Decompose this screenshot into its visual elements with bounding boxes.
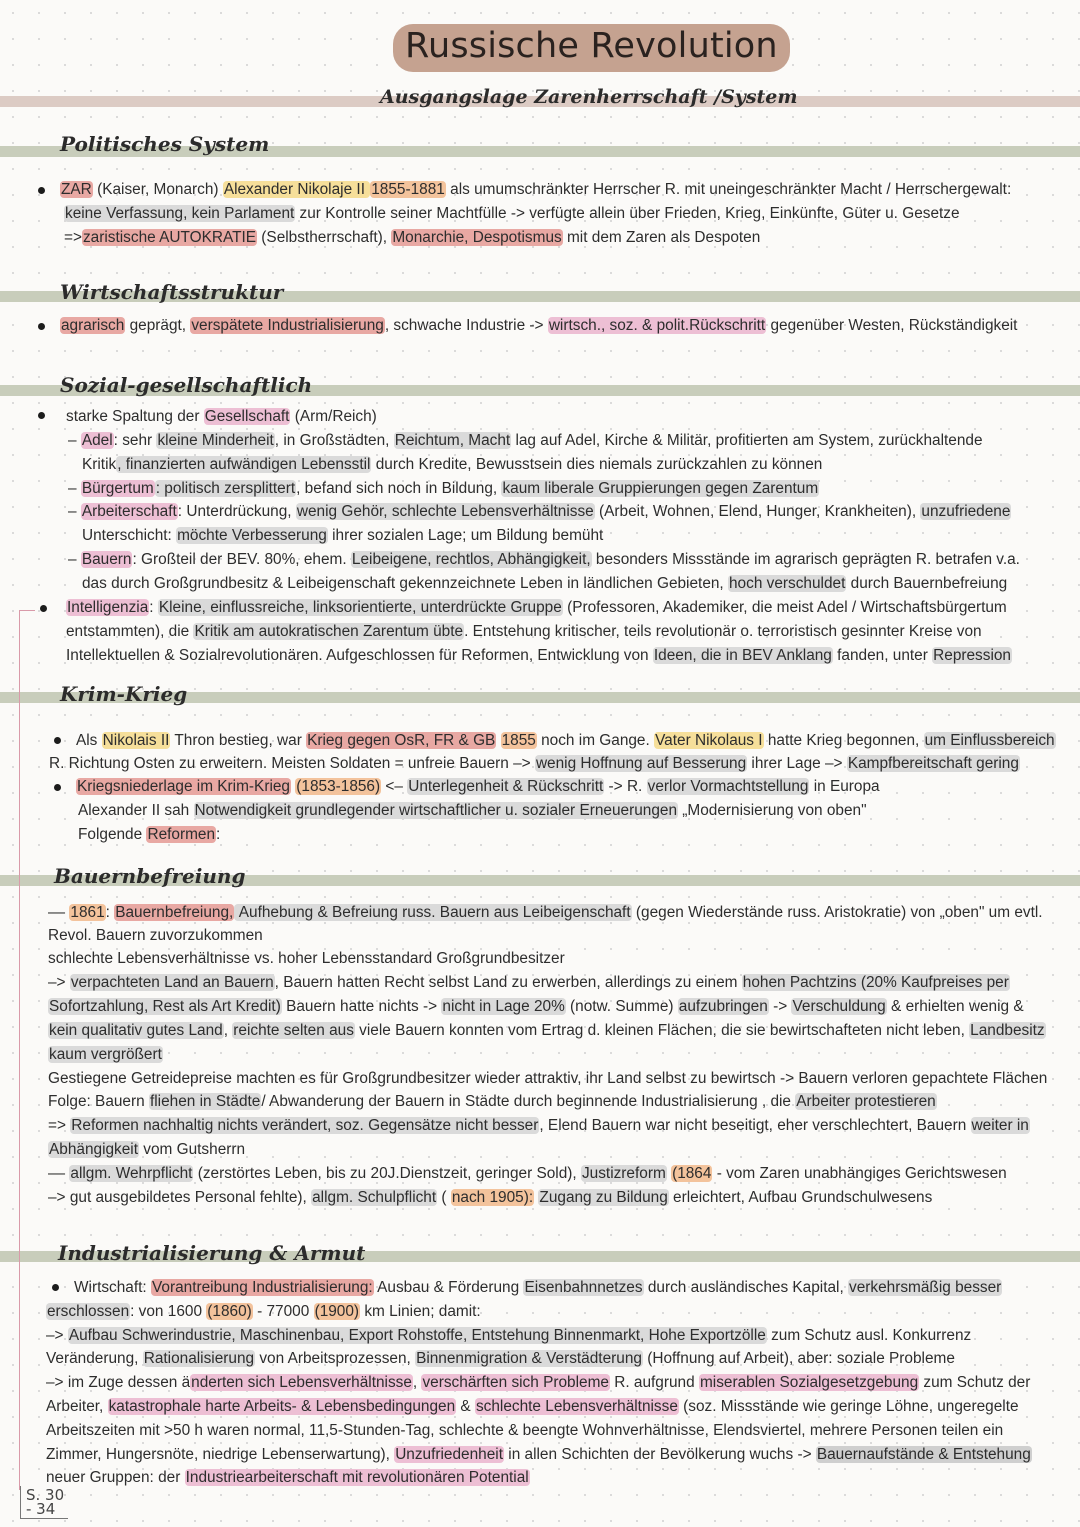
text: kleine Minderheit: [157, 432, 274, 449]
text: hatte Krieg begonnen,: [763, 732, 924, 749]
text: als umumschränkter Herrscher R. mit uneingeschränkter Macht / Herrschergewalt:: [445, 181, 1012, 198]
text: . Entstehung kritischer, teils revolutionär o. terroristisch gesinnter Kreise von: [464, 623, 982, 640]
text: starke Spaltung der: [66, 408, 204, 425]
industrie-line-3: [46, 1325, 971, 1346]
heading-krim: Krim-Krieg: [60, 682, 188, 706]
industrie-line-5: [46, 1372, 1030, 1393]
page-reference-line-1: S. 30: [26, 1486, 65, 1504]
text: :: [216, 826, 221, 843]
industrie-line-1: [74, 1277, 1002, 1298]
bauern-line-2: Revol. Bauern zuvorzukommen: [48, 927, 263, 944]
text: Arbeiter protestieren: [796, 1093, 936, 1110]
sozial-line-7: [68, 549, 1020, 570]
text: Leibeigene, rechtlos, Abhängigkeit,: [351, 551, 591, 568]
text: :: [149, 599, 158, 616]
text: ––: [48, 1165, 70, 1182]
text: neuer Gruppen: [46, 1469, 150, 1486]
page-reference: [20, 1486, 68, 1519]
text: (: [437, 1189, 451, 1206]
text: durch ausländisches Kapital,: [643, 1279, 849, 1296]
krim-line-4: [78, 800, 867, 821]
text: –>: [48, 974, 70, 991]
text: viele Bauern konnten vom Ertrag d. kleinen Flächen, die sie bewirtschafteten nicht leben,: [354, 1022, 970, 1039]
text: Reichtum, Macht: [394, 432, 511, 449]
text: keine Verfassung, kein Parlament: [65, 205, 295, 222]
text: Gesellschaft: [204, 408, 290, 425]
bauern-line-3: schlechte Lebensverhältnisse vs. hoher Lebensstandard Großgrundbesitzer: [48, 950, 565, 967]
text: Binnenmigration & Verstädterung: [416, 1350, 642, 1367]
text: & erhielten wenig &: [886, 998, 1024, 1015]
text: ,: [412, 1374, 422, 1391]
sozial-line-3: [82, 454, 822, 475]
text: lag auf Adel, Kirche & Militär, profitierten am System, zurückhaltende: [511, 432, 983, 449]
text: ihrer sozialen Lage; um Bildung bemüht: [327, 527, 604, 544]
text: , Elend Bauern war nicht beseitigt, eher verschlechtert, Bauern: [539, 1117, 971, 1134]
industrie-line-2: [46, 1301, 481, 1322]
text: , in Großstädten,: [274, 432, 394, 449]
text: Intelligenzia: [67, 599, 149, 616]
bauern-line-11: [48, 1139, 245, 1160]
krim-line-5: [78, 824, 220, 845]
text: verpachteten Land an Bauern: [70, 974, 274, 991]
text: nicht in Lage 20%: [442, 998, 565, 1015]
page-subtitle: Ausgangslage Zarenherrschaft /System: [380, 86, 798, 108]
industrie-line-8: [46, 1444, 1032, 1465]
text: (gegen Wiederstände russ. Aristokratie) von „oben" um evtl.: [631, 904, 1043, 921]
text: –: [68, 480, 81, 497]
text: Landbesitz: [970, 1022, 1045, 1039]
text: ->: [768, 998, 792, 1015]
heading-sozial: Sozial-gesellschaftlich: [60, 373, 313, 397]
text: Bauern hatte nichts ->: [281, 998, 442, 1015]
bullet: [52, 1284, 59, 1291]
text: Kriegsniederlage im Krim-Krieg: [77, 778, 290, 795]
text: : von 1600: [130, 1303, 207, 1320]
text: Veränderung,: [46, 1350, 143, 1367]
text: (Hoffnung auf Arbeit), aber: soziale Probleme: [642, 1350, 955, 1367]
text: Monarchie, Despotismus: [392, 229, 562, 246]
text: ZAR: [61, 181, 92, 198]
text: allgm. Wehrpflicht: [70, 1165, 193, 1182]
bauern-line-9: [48, 1091, 937, 1112]
industrie-line-9: [46, 1467, 530, 1488]
text: allgm. Schulpflicht: [312, 1189, 437, 1206]
text: fliehen in Städte: [149, 1093, 261, 1110]
text: agrarisch: [61, 317, 125, 334]
text: -> R.: [604, 778, 647, 795]
text: Wirtschaft:: [74, 1279, 151, 1296]
politisch-line-3: [64, 227, 760, 248]
text: Verschuldung: [792, 998, 886, 1015]
heading-industrie: Industrialisierung & Armut: [58, 1241, 366, 1265]
text: um Einflussbereich: [924, 732, 1055, 749]
text: kaum vergrößert: [49, 1046, 162, 1063]
text: verkehrsmäßig besser: [849, 1279, 1002, 1296]
text: Vater Nikolaus I: [655, 732, 763, 749]
text: Unzufriedenheit: [395, 1446, 503, 1463]
text: Kritik am autokratischen Zarentum übte: [194, 623, 464, 640]
text: (1853-1856): [296, 778, 381, 795]
bauern-line-8: Gestiegene Getreidepreise machten es für Großgrundbesitzer wieder attraktiv, ihr Land selbst zu bewirtsch -> Bauern verloren gepachtete Flächen: [48, 1070, 1048, 1087]
text: Rationalisierung: [143, 1350, 255, 1367]
text: Vorantreibung Industrialisierung:: [151, 1279, 373, 1296]
text: Justizreform: [581, 1165, 666, 1182]
text: verlor Vormachtstellung: [647, 778, 809, 795]
text: möchte Verbesserung: [177, 527, 327, 544]
text: Bauern: [81, 551, 132, 568]
text: , finanzierten aufwändigen Lebensstil: [117, 456, 371, 473]
industrie-line-4: [46, 1348, 955, 1369]
sozial-line-6: [82, 525, 603, 546]
text: : sehr: [113, 432, 157, 449]
sozial-line-9: [66, 597, 1007, 618]
text: in allen Schichten der Bevölkerung wuchs ->: [504, 1446, 816, 1463]
text: Alexander Nikolaje II: [223, 181, 370, 198]
text: ihrer Lage –>: [747, 755, 847, 772]
text: fanden, unter: [832, 647, 933, 664]
bauern-line-7: [48, 1044, 163, 1065]
text: „Modernisierung von oben": [678, 802, 867, 819]
text: 1855-1881: [371, 181, 445, 198]
bullet: [38, 323, 45, 330]
bullet: [40, 605, 47, 612]
text: (notw. Summe): [565, 998, 678, 1015]
bauern-line-5: [48, 996, 1024, 1017]
text: - vom Zaren unabhängiges Gerichtswesen: [712, 1165, 1007, 1182]
bauern-line-6: [48, 1020, 1046, 1041]
text: Ideen, die in BEV Anklang: [653, 647, 832, 664]
text: vom Gutsherrn: [139, 1141, 246, 1158]
text: zaristische AUTOKRATIE: [82, 229, 257, 246]
text: R. Richtung Osten zu erweitern. Meisten Soldaten = unfreie Bauern –>: [49, 755, 535, 772]
text: hoch verschuldet: [729, 575, 846, 592]
text: : Großteil der BEV. 80%, ehem.: [132, 551, 351, 568]
text: Kritik: [82, 456, 117, 473]
text: kein qualitativ gutes Land: [49, 1022, 223, 1039]
text: Industriearbeiterschaft mit revolutionären Potential: [185, 1469, 529, 1486]
text: R. aufgrund: [609, 1374, 699, 1391]
text: Reformen: [147, 826, 216, 843]
text: –: [68, 432, 81, 449]
krim-line-1: [76, 730, 1056, 751]
text: Bürgertum: [81, 480, 154, 497]
text: (Arm/Reich): [290, 408, 377, 425]
text: Bauernaufstände & Entstehung: [816, 1446, 1031, 1463]
text: wirtsch., soz. & polit.Rückschritt: [548, 317, 766, 334]
heading-bauern: Bauernbefreiung: [54, 864, 246, 888]
text: in Europa: [809, 778, 880, 795]
text: :: [105, 904, 115, 921]
text: Adel: [81, 432, 113, 449]
politisch-line-1: [60, 179, 1011, 200]
text: Alexander II sah: [78, 802, 194, 819]
text: reichte selten aus: [233, 1022, 354, 1039]
text: =>: [64, 229, 82, 246]
text: zum Schutz der: [919, 1374, 1031, 1391]
text: Notwendigkeit grundlegender wirtschaftlicher u. sozialer Erneuerungen: [194, 802, 678, 819]
text: ––: [48, 904, 70, 921]
text: Unterschicht: [82, 527, 168, 544]
text: –>: [46, 1327, 68, 1344]
text: verspätete Industrialisierung: [191, 317, 384, 334]
text: zum Schutz ausl. Konkurrenz: [766, 1327, 972, 1344]
text: nach 1905):: [451, 1189, 534, 1206]
sozial-line-8: [82, 573, 1007, 594]
text: Aufbau Schwerindustrie, Maschinenbau, Export Rohstoffe, Entstehung Binnenmarkt, Hohe Exportzölle: [68, 1327, 766, 1344]
text: –: [68, 551, 81, 568]
text: –> gut ausgebildetes Personal fehlte),: [48, 1189, 312, 1206]
text: Krieg gegen OsR, FR & GB: [307, 732, 496, 749]
text: : der: [149, 1469, 185, 1486]
text: ,: [223, 1022, 233, 1039]
page-reference-line-2: - 34: [26, 1500, 56, 1518]
page-title: Russische Revolution: [393, 24, 790, 72]
text: Ausbau & Förderung: [373, 1279, 524, 1296]
text: –: [68, 503, 81, 520]
text: –> im Zuge dessen ä: [46, 1374, 191, 1391]
text: aufzubringen: [678, 998, 768, 1015]
text: (zerstörtes Leben, bis zu 20J.Dienstzeit, geringer Sold),: [193, 1165, 581, 1182]
text: / Abwanderung der Bauern in Städte durch beginnende Industrialisierung , die: [261, 1093, 796, 1110]
margin-line: [19, 610, 20, 1490]
text: Als: [76, 732, 102, 749]
text: 1861: [70, 904, 105, 921]
text: kaum liberale Gruppierungen gegen Zarentum: [502, 480, 819, 497]
text: schlechte Lebensverhältnisse: [475, 1398, 678, 1415]
sozial-line-1: [66, 406, 377, 427]
text: wenig Hoffnung auf Besserung: [535, 755, 747, 772]
wirtschaft-line-1: [60, 315, 1017, 336]
text: gegenüber Westen, Rückständigkeit: [766, 317, 1018, 334]
text: =>: [48, 1117, 71, 1134]
text: (Professoren, Akademiker, die meist Adel / Wirtschaftsbürgertum: [562, 599, 1007, 616]
text: (1864: [672, 1165, 712, 1182]
text: (Arbeit, Wohnen, Elend, Hunger, Krankheiten),: [594, 503, 921, 520]
margin-arrow: [19, 610, 35, 611]
text: nderten sich Lebensverhältnisse: [191, 1374, 412, 1391]
text: verschärften sich Probleme: [422, 1374, 609, 1391]
bauern-line-13: [48, 1187, 932, 1208]
text: : Unterdrückung,: [177, 503, 296, 520]
bullet: [38, 412, 45, 419]
sozial-line-2: [68, 430, 983, 451]
text: - 77000: [252, 1303, 314, 1320]
text: Aufhebung & Befreiung russ. Bauern aus Leibeigenschaft: [235, 904, 631, 921]
text: weiter in: [971, 1117, 1029, 1134]
text: erschlossen: [47, 1303, 130, 1320]
text: hohen Pachtzins (20% Kaufpreises per: [742, 974, 1009, 991]
text: Repression: [933, 647, 1011, 664]
industrie-line-6: [46, 1396, 1019, 1417]
text: [496, 732, 500, 749]
text: Kampfbereitschaft gering: [847, 755, 1019, 772]
text: Abhängigkeit: [49, 1141, 138, 1158]
sozial-line-4: [68, 478, 819, 499]
text: Zugang zu Bildung: [539, 1189, 668, 1206]
politisch-line-2: [64, 203, 960, 224]
text: unzufriedene: [921, 503, 1011, 520]
bauern-line-10: [48, 1115, 1030, 1136]
text: Zimmer, Hungersnöte, niedrige Lebenserwartung),: [46, 1446, 395, 1463]
text: (1900): [314, 1303, 360, 1320]
text: durch Bauernbefreiung: [846, 575, 1008, 592]
industrie-line-7: Arbeitszeiten mit >50 h waren normal, 11,5-Stunden-Tag, schlechte & beengte Wohnverhältnisse, Elendsviertel, mehrere Personen teilen ein: [46, 1422, 1004, 1439]
text: durch Kredite, Bewusstsein dies niemals zurückzahlen zu können: [371, 456, 823, 473]
text: <–: [381, 778, 408, 795]
text: miserablen Sozialgesetzgebung: [699, 1374, 919, 1391]
text: zur Kontrolle seiner Machtfülle -> verfügte allein über Frieden, Krieg, Einkünfte, Güter u. Gesetze: [295, 205, 960, 222]
text: Folgende: [78, 826, 147, 843]
text: (Kaiser, Monarch): [92, 181, 223, 198]
text: mit dem Zaren als Despoten: [562, 229, 761, 246]
text: , befand sich noch in Bildung,: [296, 480, 502, 497]
text: Eisenbahnnetzes: [524, 1279, 643, 1296]
text: erleichtert, Aufbau Grundschulwesens: [668, 1189, 933, 1206]
krim-line-3: [76, 776, 880, 797]
text: Arbeiter,: [46, 1398, 108, 1415]
heading-wirtschaft: Wirtschaftsstruktur: [60, 280, 284, 304]
text: Folge: Bauern: [48, 1093, 149, 1110]
heading-politisch: Politisches System: [60, 132, 270, 156]
bullet: [38, 187, 45, 194]
text: (1860): [207, 1303, 252, 1320]
bauern-line-1: [48, 902, 1043, 923]
text: katastrophale harte Arbeits- & Lebensbedingungen: [108, 1398, 456, 1415]
text: Sofortzahlung, Rest als Art Kredit): [49, 998, 281, 1015]
text: noch im Gange.: [536, 732, 655, 749]
text: Nikolais II: [102, 732, 170, 749]
text: Arbeiterschaft: [81, 503, 177, 520]
text: das durch Großgrundbesitz & Leibeigenschaft gekennzeichnete Leben in ländlichen Gebieten,: [82, 575, 728, 592]
text: von Arbeitsprozessen,: [255, 1350, 416, 1367]
text: km Linien; damit:: [360, 1303, 481, 1320]
text: (soz. Missstände wie geringe Löhne, ungeregelte: [678, 1398, 1019, 1415]
text: (Selbstherrschaft),: [257, 229, 392, 246]
text: Thron bestieg, war: [170, 732, 307, 749]
text: Intellektuellen & Sozialrevolutionären. Aufgeschlossen für Reformen, Entwicklung von: [66, 647, 653, 664]
text: :: [167, 527, 177, 544]
text: &: [456, 1398, 475, 1415]
sozial-line-5: [68, 501, 1011, 522]
text: Bauernbefreiung,: [115, 904, 234, 921]
text: Reformen nachhaltig nichts verändert, soz. Gegensätze nicht besser: [71, 1117, 539, 1134]
text: besonders Missstände im agrarisch geprägten R. betrafen v.a.: [591, 551, 1020, 568]
sozial-line-11: [66, 645, 1012, 666]
text: : politisch zersplittert: [155, 480, 296, 497]
text: , Bauern hatten Recht selbst Land zu erwerben, allerdings zu einem: [274, 974, 742, 991]
text: wenig Gehör, schlechte Lebensverhältnisse: [296, 503, 594, 520]
bauern-line-4: [48, 972, 1010, 993]
text: 1855: [501, 732, 536, 749]
bullet: [54, 737, 61, 744]
bauern-line-12: [48, 1163, 1007, 1184]
sozial-line-10: [66, 621, 982, 642]
krim-line-2: [49, 753, 1020, 774]
text: , schwache Industrie ->: [384, 317, 548, 334]
text: Kleine, einflussreiche, linksorientierte, unterdrückte Gruppe: [158, 599, 562, 616]
bullet: [54, 784, 61, 791]
text: geprägt,: [125, 317, 191, 334]
text: entstammten), die: [66, 623, 194, 640]
text: Unterlegenheit & Rückschritt: [408, 778, 604, 795]
